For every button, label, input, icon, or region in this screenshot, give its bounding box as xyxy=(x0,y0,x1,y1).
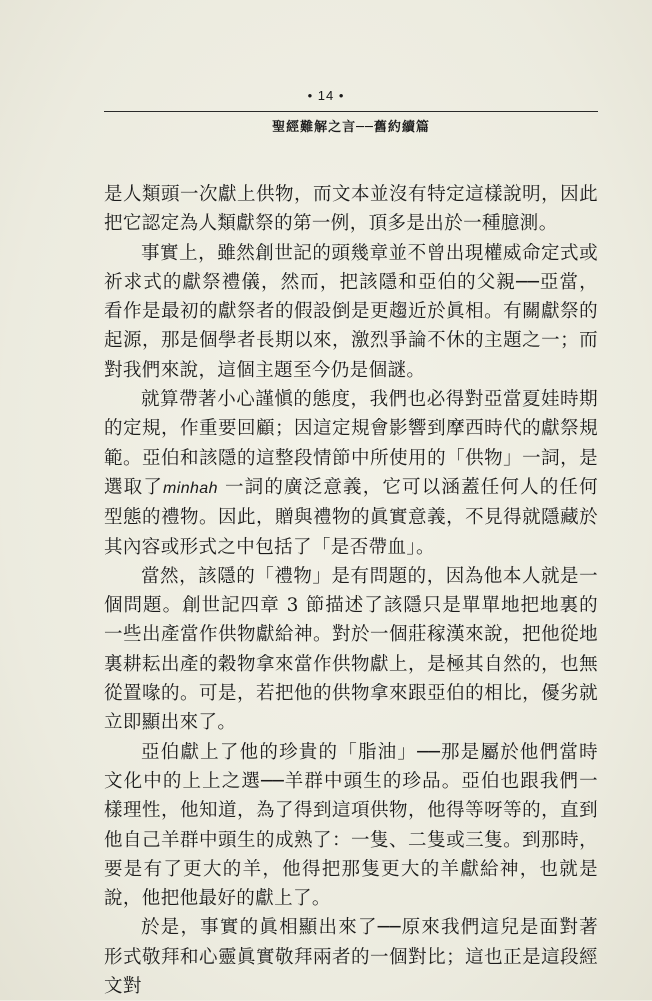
paragraph-5: 亞伯獻上了他的珍貴的「脂油」──那是屬於他們當時文化中的上上之選──羊群中頭生的珍品。亞伯也跟我們一樣理性，他知道，為了得到這項供物，他得等呀等的，直到他自己羊群中頭生的成熟了：一隻、二隻或三隻。到那時，要是有了更大的羊，他得把那隻更大的羊獻給神，也就是說，他把他最好的獻上了。 xyxy=(104,741,598,910)
hebrew-term-minhah: minhah xyxy=(163,479,218,497)
paragraph-3-part-1: 就算帶著小心謹愼的態度，我們也必得對亞當夏娃時期的定規，作重要回顧；因這定規會影響到摩西時代的獻祭規範。亞伯和該隱的這整段情節中所使用的「供物」一詞，是選取了 xyxy=(104,389,598,498)
paragraph-1: 是人類頭一次獻上供物，而文本並沒有特定這樣說明，因此把它認定為人類獻祭的第一例，頂多是出於一種臆測。 xyxy=(104,184,598,235)
page-number: • 14 • xyxy=(307,88,345,103)
paragraph-4: 當然，該隱的「禮物」是有問題的，因為他本人就是一個問題。創世記四章 3 節描述了該隱只是單單地把地裏的一些出產當作供物獻給神。對於一個莊稼漢來說，把他從地裏耕耘出產的穀物拿來當作供物獻上，是極其自然的，也無從置喙的。可是，若把他的供物拿來跟亞伯的相比，優劣就立即顯出來了。 xyxy=(104,565,598,734)
body-text xyxy=(104,180,598,1001)
paragraph-3-part-2: 一詞的廣泛意義，它可以涵蓋任何人的任何型態的禮物。因此，贈與禮物的眞實意義，不見得就隱藏於其內容或形式之中包括了「是否帶血」。 xyxy=(104,476,599,558)
header-rule xyxy=(104,111,598,112)
paragraph-3 xyxy=(104,385,598,562)
paragraph-6: 於是，事實的眞相顯出來了──原來我們這兒是面對著形式敬拜和心靈眞實敬拜兩者的一個對比；這也正是這段經文對 xyxy=(104,917,598,998)
paragraph-2: 事實上，雖然創世記的頭幾章並不曾出現權威命定式或祈求式的獻祭禮儀，然而，把該隱和亞伯的父親──亞當，看作是最初的獻祭者的假設倒是更趨近於眞相。有關獻祭的起源，那是個學者長期以來，激烈爭論不休的主題之一；而對我們來說，這個主題至今仍是個謎。 xyxy=(104,242,598,381)
running-head: 聖經難解之言──舊約續篇 xyxy=(272,120,430,135)
